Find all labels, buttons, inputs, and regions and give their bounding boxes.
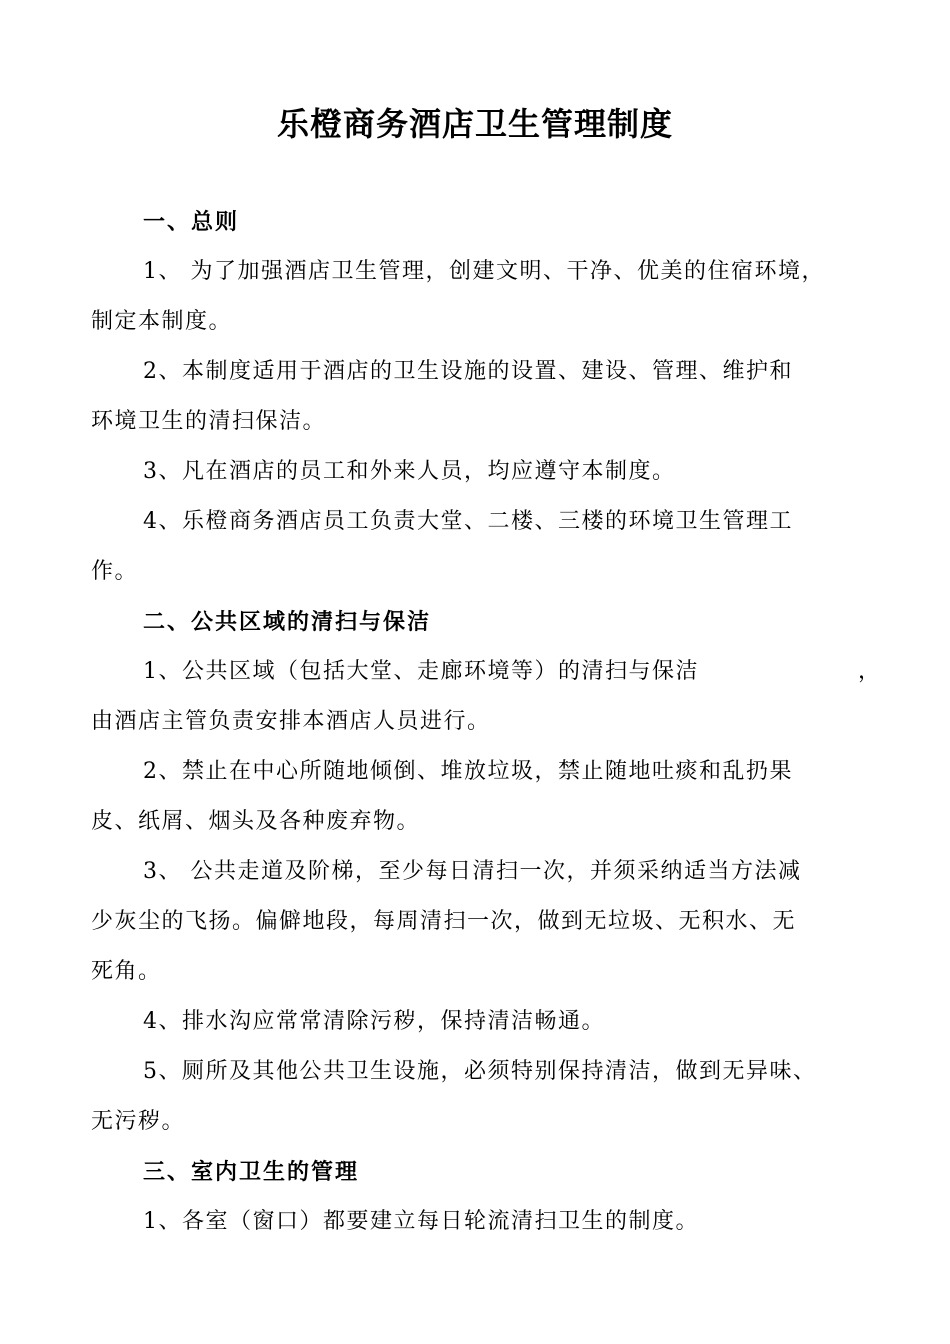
section-heading-indoor-hygiene: 三、室内卫生的管理 [143,1159,360,1185]
paragraph-line: 皮、纸屑、烟头及各种废弃物。 [91,809,421,834]
paragraph-line: 1、各室（窗口）都要建立每日轮流清扫卫生的制度。 [143,1209,699,1234]
paragraph-line: 3、凡在酒店的员工和外来人员，均应遵守本制度。 [143,459,676,484]
paragraph-line: 4、乐橙商务酒店员工负责大堂、二楼、三楼的环境卫生管理工 [143,509,793,534]
paragraph-line: 少灰尘的飞扬。偏僻地段，每周清扫一次，做到无垃圾、无积水、无 [91,909,797,934]
paragraph-line: 由酒店主管负责安排本酒店人员进行。 [91,709,491,734]
section-heading-public-areas: 二、公共区域的清扫与保洁 [143,609,432,635]
paragraph-line: 1、公共区域（包括大堂、走廊环境等）的清扫与保洁 [143,659,699,684]
trailing-comma: ， [858,659,882,684]
paragraph-line: 制定本制度。 [91,309,233,334]
paragraph-line: 1、 为了加强酒店卫生管理，创建文明、干净、优美的住宿环境， [143,259,825,284]
paragraph-line: 5、厕所及其他公共卫生设施，必须特别保持清洁，做到无异味、 [143,1059,817,1084]
paragraph-line: 无污秽。 [91,1109,186,1134]
document-title: 乐橙商务酒店卫生管理制度 [276,105,673,143]
paragraph-line: 死角。 [91,959,162,984]
paragraph-line: 2、禁止在中心所随地倾倒、堆放垃圾，禁止随地吐痰和乱扔果 [143,759,793,784]
paragraph-line: 作。 [91,559,139,584]
paragraph-line: 2、本制度适用于酒店的卫生设施的设置、建设、管理、维护和 [143,359,793,384]
paragraph-line: 4、排水沟应常常清除污秽，保持清洁畅通。 [143,1009,605,1034]
paragraph-line: 3、 公共走道及阶梯，至少每日清扫一次，并须采纳适当方法减 [143,859,802,884]
section-heading-general: 一、总则 [143,209,240,235]
paragraph-line: 环境卫生的清扫保洁。 [91,409,327,434]
